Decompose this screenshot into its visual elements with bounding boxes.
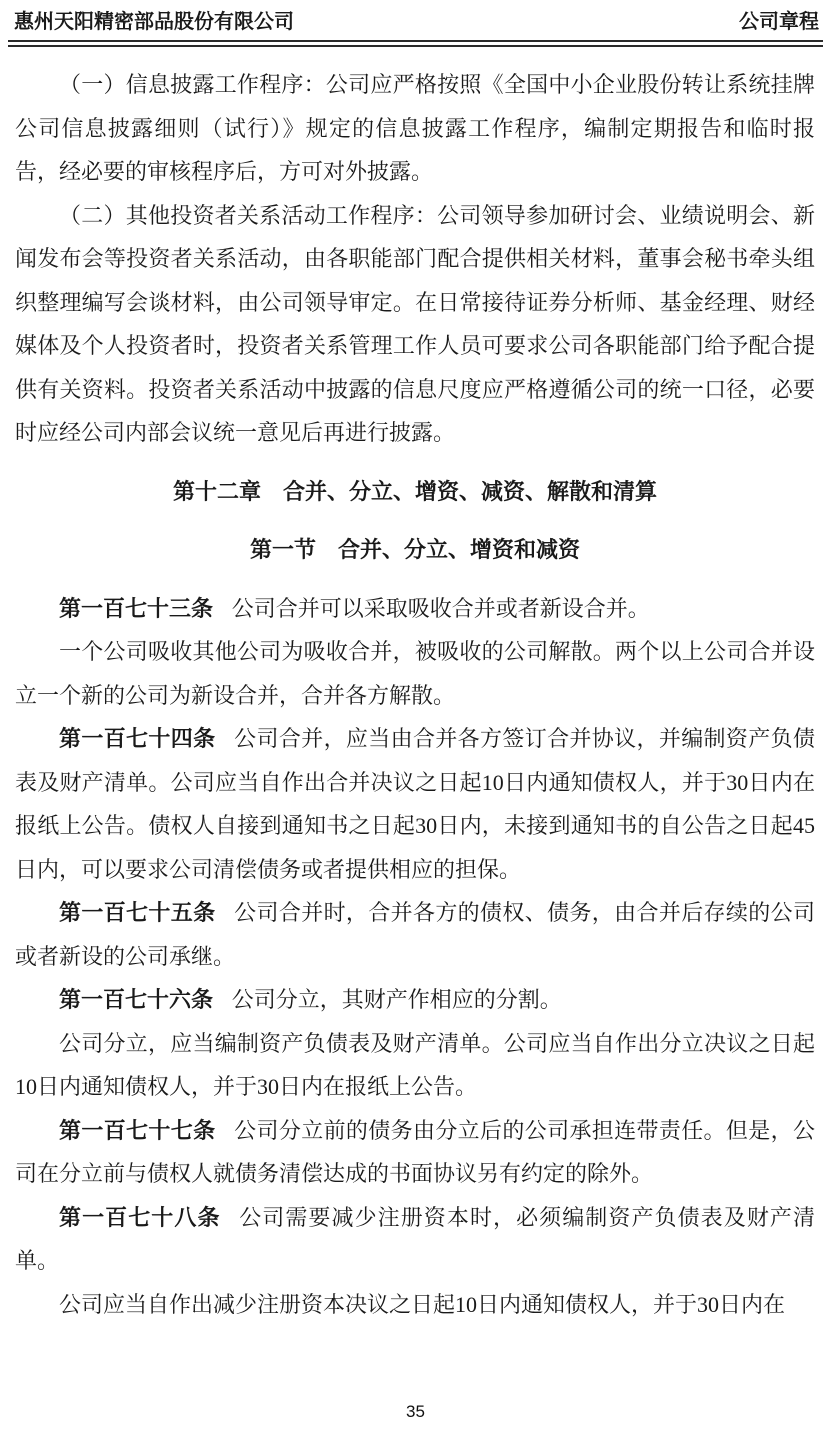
page-header [0,0,831,40]
article-paragraph [15,978,815,1022]
article-text: 公司合并，应当由合并各方签订合并协议，并编制资产负债表及财产清单。公司应当自作出合并决议之日起10日内通知债权人，并于30日内在报纸上公告。债权人自接到通知书之日起30日内，未接到通知书的自公告之日起45日内，可以要求公司清偿债务或者提供相应的担保。 [15,726,815,882]
document-body [0,47,831,1326]
article-paragraph [15,1196,815,1283]
body-paragraph: （二）其他投资者关系活动工作程序：公司领导参加研讨会、业绩说明会、新闻发布会等投资者关系活动，由各职能部门配合提供相关材料，董事会秘书牵头组织整理编写会谈材料，由公司领导审定。在日常接待证券分析师、基金经理、财经媒体及个人投资者时，投资者关系管理工作人员可要求公司各职能部门给予配合提供有关资料。投资者关系活动中披露的信息尺度应严格遵循公司的统一口径，必要时应经公司内部会议统一意见后再进行披露。 [15,202,815,445]
section-heading: 第一节 合并、分立、增资和减资 [249,537,580,562]
article-text: 公司合并可以采取吸收合并或者新设合并。 [231,595,650,621]
header-company-name: 惠州天阳精密部品股份有限公司 [14,11,294,33]
article-text: 公司分立前的债务由分立后的公司承担连带责任。但是，公司在分立前与债权人就债务清偿达成的书面协议另有约定的除外。 [15,1117,815,1186]
header-doc-title: 公司章程 [739,11,819,33]
article-number: 第一百七十六条 [59,987,214,1012]
page-footer [0,1402,831,1422]
article-paragraph [15,891,815,978]
body-paragraph: 公司应当自作出减少注册资本决议之日起10日内通知债权人，并于30日内在 [59,1291,786,1317]
article-paragraph [15,1109,815,1196]
article-number: 第一百七十八条 [59,1204,221,1230]
article-text: 公司分立，其财产作相应的分割。 [231,987,562,1012]
header-divider [8,40,823,47]
article-number: 第一百七十五条 [59,900,216,925]
chapter-heading: 第十二章 合并、分立、增资、减资、解散和清算 [172,478,657,504]
body-paragraph: （一）信息披露工作程序：公司应严格按照《全国中小企业股份转让系统挂牌公司信息披露细则（试行）》规定的信息披露工作程序，编制定期报告和临时报告，经必要的审核程序后，方可对外披露。 [15,72,815,184]
article-text: 公司需要减少注册资本时，必须编制资产负债表及财产清单。 [15,1204,815,1273]
article-number: 第一百七十四条 [59,726,216,751]
body-paragraph: 一个公司吸收其他公司为吸收合并，被吸收的公司解散。两个以上公司合并设立一个新的公司为新设合并，合并各方解散。 [15,639,815,708]
article-number: 第一百七十三条 [59,595,214,621]
article-number: 第一百七十七条 [59,1117,216,1143]
article-text: 公司合并时，合并各方的债权、债务，由合并后存续的公司或者新设的公司承继。 [15,900,815,969]
page-number: 35 [406,1402,425,1421]
body-paragraph: 公司分立，应当编制资产负债表及财产清单。公司应当自作出分立决议之日起10日内通知债权人，并于30日内在报纸上公告。 [15,1030,815,1099]
article-paragraph [15,717,815,891]
article-paragraph [15,587,815,631]
